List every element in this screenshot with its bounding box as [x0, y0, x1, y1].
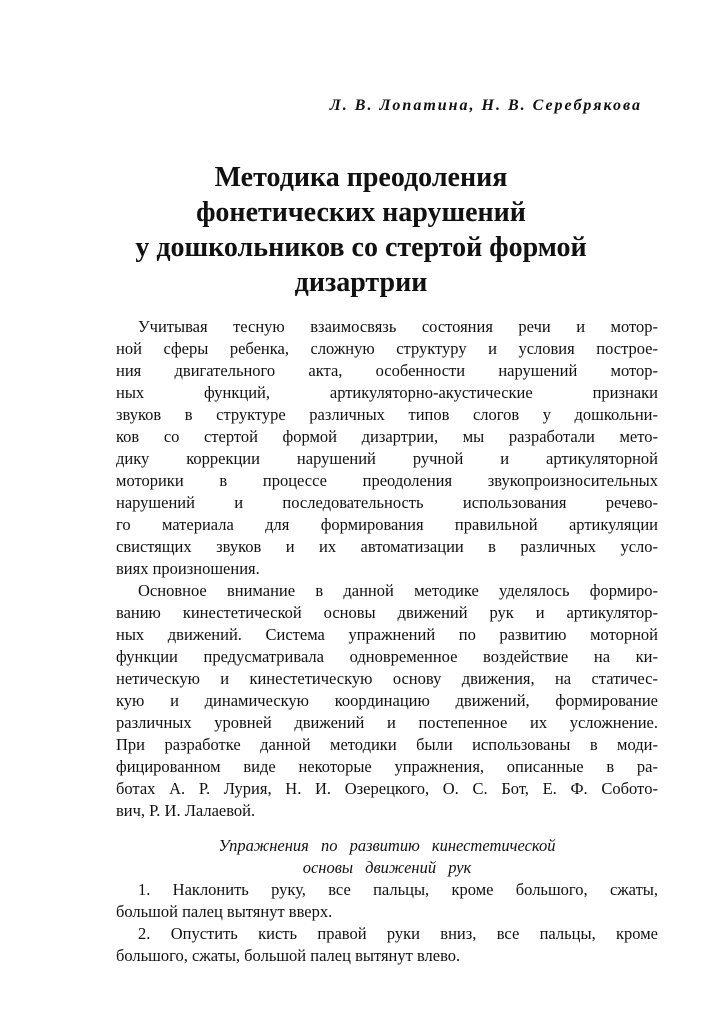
- paragraph-1: [116, 316, 658, 580]
- title-line: Методика преодоления: [214, 162, 508, 193]
- text-line: большого, сжаты, большой палец вытянут влево.: [116, 946, 461, 965]
- text-line: различных уровней движений и постепенное их усложнение.: [116, 713, 658, 732]
- text-line: ков со стертой формой дизартрии, мы разработали мето-: [116, 427, 658, 446]
- text-line: ванию кинестетической основы движений рук и артикулятор-: [116, 603, 658, 622]
- text-line: ных движений. Система упражнений по развитию моторной: [116, 625, 658, 644]
- text-line: 2. Опустить кисть правой руки вниз, все пальцы, кроме: [138, 924, 658, 943]
- text-line: дику коррекции нарушений ручной и артикуляторной: [116, 449, 658, 468]
- article-body: [116, 316, 658, 967]
- text-line: вич, Р. И. Лалаевой.: [116, 801, 256, 820]
- section-subheading: [116, 835, 658, 879]
- text-line: большой палец вытянут вверх.: [116, 902, 333, 921]
- text-line: Учитывая тесную взаимосвязь состояния речи и мотор-: [138, 317, 658, 336]
- authors-header: Л. В. Лопатина, Н. В. Серебрякова: [329, 97, 642, 114]
- exercise-2: [116, 923, 658, 967]
- title-line: у дошкольников со стертой формой: [135, 232, 587, 263]
- text-line: нарушений и последовательность использования речево-: [116, 493, 658, 512]
- subheading-line: основы движений рук: [302, 858, 472, 877]
- paragraph-2: [116, 580, 658, 822]
- subheading-line: Упражнения по развитию кинестетической: [218, 836, 556, 855]
- text-line: нетическую и кинестетическую основу движения, на статичес-: [116, 669, 658, 688]
- text-line: ной сферы ребенка, сложную структуру и условия построе-: [116, 339, 658, 358]
- text-line: При разработке данной методики были использованы в моди-: [116, 735, 658, 754]
- text-line: функции предусматривала одновременное воздействие на ки-: [116, 647, 658, 666]
- text-line: ных функций, артикуляторно-акустические признаки: [116, 383, 658, 402]
- text-line: ботах А. Р. Лурия, Н. И. Озерецкого, О. С. Бот, Е. Ф. Соботo-: [116, 779, 658, 798]
- text-line: го материала для формирования правильной артикуляции: [116, 515, 658, 534]
- text-line: 1. Наклонить руку, все пальцы, кроме большого, сжаты,: [138, 880, 658, 899]
- text-line: моторики в процессе преодоления звукопроизносительных: [116, 471, 658, 490]
- text-line: виях произношения.: [116, 559, 260, 578]
- title-line: дизартрии: [294, 267, 428, 298]
- article-title: [60, 160, 662, 300]
- text-line: кую и динамическую координацию движений, формирование: [116, 691, 658, 710]
- title-line: фонетических нарушений: [196, 197, 526, 228]
- text-line: звуков в структуре различных типов слогов у дошкольни-: [116, 405, 658, 424]
- text-line: Основное внимание в данной методике уделялось формиро-: [138, 581, 658, 600]
- text-line: свистящих звуков и их автоматизации в различных усло-: [116, 537, 658, 556]
- exercise-1: [116, 879, 658, 923]
- text-line: ния двигательного акта, особенности нарушений мотор-: [116, 361, 658, 380]
- text-line: фицированном виде некоторые упражнения, описанные в ра-: [116, 757, 658, 776]
